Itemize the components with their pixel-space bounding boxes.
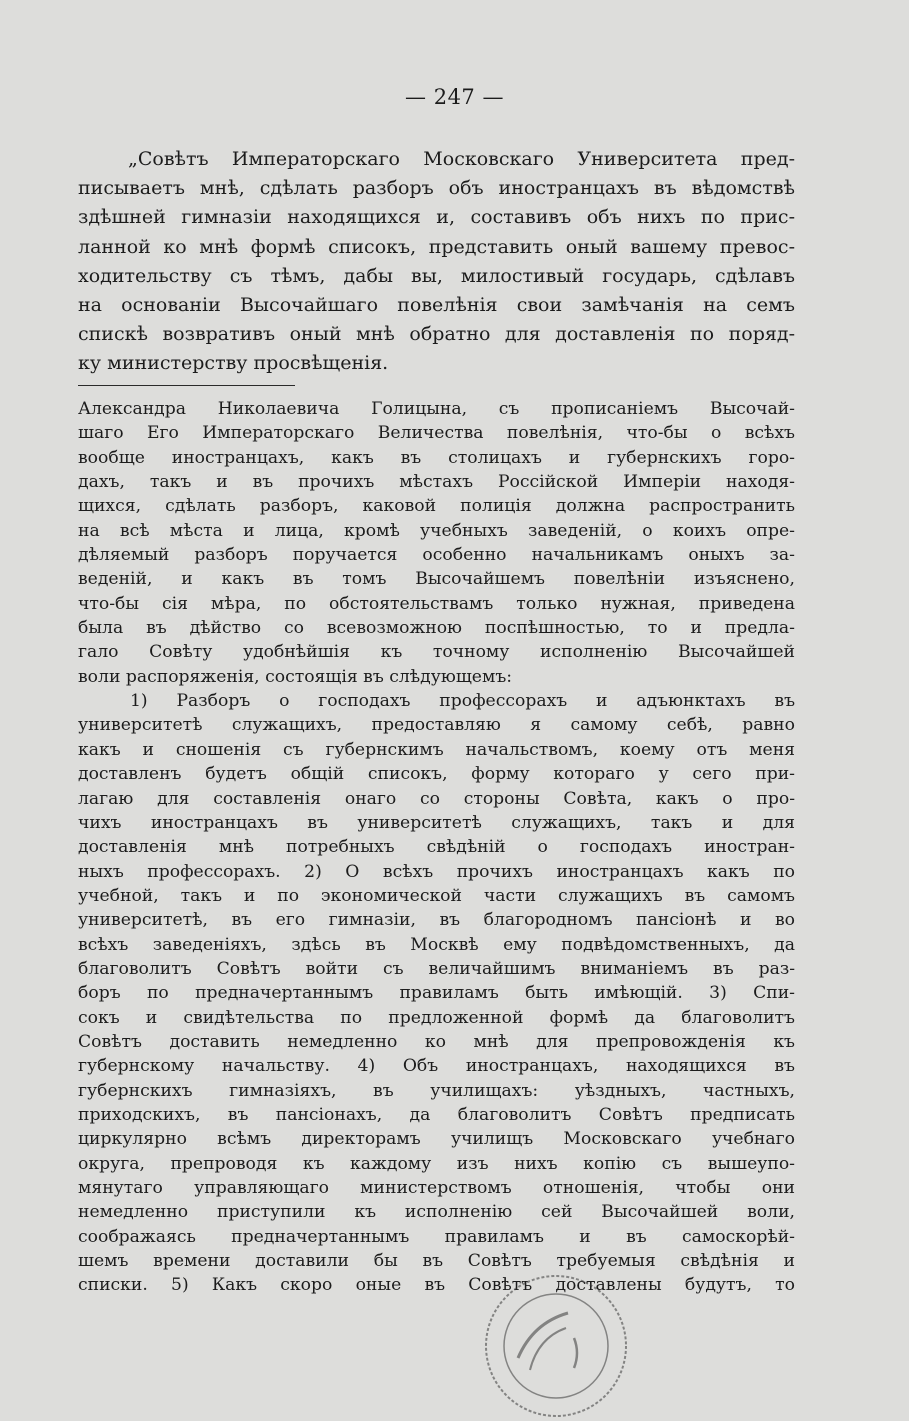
main-text-line: здѣшней гимназіи находящихся и, составивъ объ нихъ по прис- [78, 206, 795, 229]
footnote-divider [78, 385, 295, 386]
footnote-line: циркулярно всѣмъ директорамъ училищъ Московскаго учебнаго [78, 1129, 795, 1150]
footnote-paragraph [78, 397, 795, 1298]
footnote-line: воли распоряженія, состоящія въ слѣдующемъ: [78, 666, 513, 687]
footnote-line: дахъ, такъ и въ прочихъ мѣстахъ Россійской Имперіи находя- [78, 472, 795, 493]
footnote-line: какъ и сношенія съ губернскимъ начальствомъ, коему отъ меня [78, 739, 795, 760]
main-text-line: ланной ко мнѣ формѣ списокъ, представить оный вашему превос- [78, 235, 795, 258]
footnote-line: была въ дѣйство со всевозможною поспѣшностью, то и предла- [78, 618, 795, 639]
footnote-line: сокъ и свидѣтельства по предложенной формѣ да благоволитъ [78, 1007, 795, 1028]
main-text-line: ходительству съ тѣмъ, дабы вы, милостивый государь, сдѣлавъ [78, 264, 795, 287]
footnote-line: округа, препроводя къ каждому изъ нихъ копію съ вышеупо- [78, 1153, 795, 1174]
footnote-line: вообще иностранцахъ, какъ въ столицахъ и губернскихъ горо- [78, 447, 795, 468]
footnote-line: немедленно приступили къ исполненію сей Высочайшей воли, [78, 1202, 795, 1223]
footnote-line: лагаю для составленія онаго со стороны Совѣта, какъ о про- [78, 788, 795, 809]
footnote-line: на всѣ мѣста и лица, кромѣ учебныхъ заведеній, о коихъ опре- [78, 520, 795, 541]
footnote-line: что-бы сія мѣра, по обстоятельствамъ только нужная, приведена [78, 593, 795, 614]
main-text-line: спискѣ возвративъ оный мнѣ обратно для доставленія по поряд- [78, 323, 795, 346]
main-text-line: „Совѣтъ Императорскаго Московскаго Университета пред- [128, 148, 795, 170]
footnote-line: губернскому начальству. 4) Объ иностранцахъ, находящихся въ [78, 1056, 795, 1077]
footnote-line: 1) Разборъ о господахъ профессорахъ и адъюнктахъ въ [130, 691, 795, 712]
footnote-line: доставленія мнѣ потребныхъ свѣдѣній о господахъ иностран- [78, 837, 795, 858]
footnote-line: списки. 5) Какъ скоро оные въ Совѣтъ доставлены будутъ, то [78, 1275, 795, 1296]
footnote-line: учебной, такъ и по экономической части служащихъ въ самомъ [78, 885, 795, 906]
footnote-line: университетѣ служащихъ, предоставляю я самому себѣ, равно [78, 715, 795, 736]
footnote-line: всѣхъ заведеніяхъ, здѣсь въ Москвѣ ему подвѣдомственныхъ, да [78, 934, 795, 955]
main-text-line: писываетъ мнѣ, сдѣлать разборъ объ иностранцахъ въ вѣдомствѣ [78, 177, 795, 200]
footnote-line: ныхъ профессорахъ. 2) О всѣхъ прочихъ иностранцахъ какъ по [78, 861, 795, 882]
footnote-line: боръ по предначертаннымъ правиламъ быть имѣющій. 3) Спи- [78, 983, 795, 1004]
footnote-line: доставленъ будетъ общій списокъ, форму котораго у сего при- [78, 764, 795, 785]
page-number: — 247 — [405, 85, 504, 109]
library-stamp [478, 1268, 628, 1418]
footnote-line: Александра Николаевича Голицына, съ прописаніемъ Высочай- [78, 399, 795, 419]
footnote-line: дѣляемый разборъ поручается особенно начальникамъ оныхъ за- [78, 545, 795, 566]
footnote-line: приходскихъ, въ пансіонахъ, да благоволитъ Совѣтъ предписать [78, 1104, 795, 1125]
footnote-line: шемъ времени доставили бы въ Совѣтъ требуемыя свѣдѣнія и [78, 1251, 795, 1272]
footnote-line: шаго Его Императорскаго Величества повелѣнія, что-бы о всѣхъ [78, 423, 795, 444]
main-text-line: ку министерству просвѣщенія. [78, 352, 389, 375]
footnote-line: университетѣ, въ его гимназіи, въ благородномъ пансіонѣ и во [78, 910, 795, 931]
footnote-line: благоволитъ Совѣтъ войти съ величайшимъ вниманіемъ въ раз- [78, 958, 795, 979]
main-text-line: на основаніи Высочайшаго повелѣнія свои замѣчанія на семъ [78, 294, 795, 317]
footnote-line: Совѣтъ доставить немедленно ко мнѣ для препровожденія къ [78, 1031, 795, 1052]
footnote-line: щихся, сдѣлать разборъ, каковой полиція должна распространить [78, 496, 795, 517]
main-paragraph [78, 145, 795, 379]
footnote-line: мянутаго управляющаго министерствомъ отношенія, чтобы они [78, 1178, 795, 1198]
footnote-line: гало Совѣту удобнѣйшія къ точному исполненію Высочайшей [78, 642, 795, 663]
footnote-line: соображаясь предначертаннымъ правиламъ и въ самоскорѣй- [78, 1226, 795, 1247]
footnote-line: веденій, и какъ въ томъ Высочайшемъ повелѣніи изъяснено, [78, 569, 795, 590]
footnote-line: губернскихъ гимназіяхъ, въ училищахъ: уѣздныхъ, частныхъ, [78, 1080, 795, 1101]
footnote-line: чихъ иностранцахъ въ университетѣ служащихъ, такъ и для [78, 812, 795, 833]
